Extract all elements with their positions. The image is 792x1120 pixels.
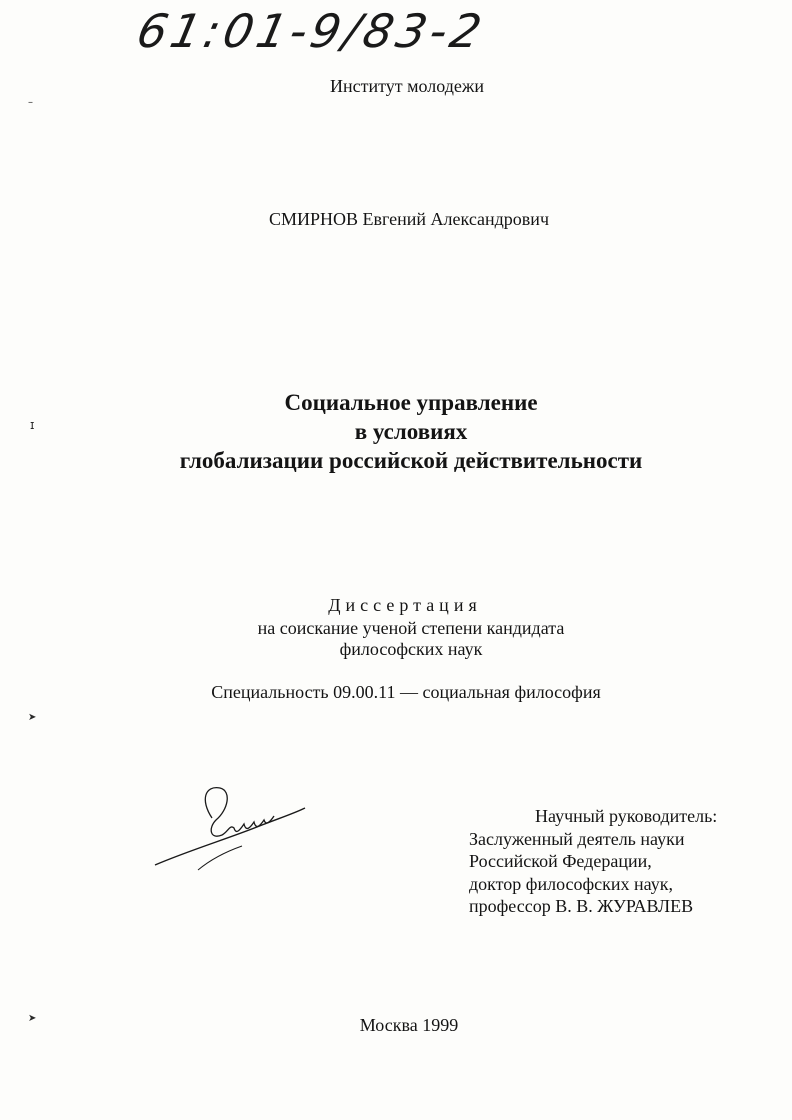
- scientific-advisor: [469, 805, 717, 918]
- advisor-line: Российской Федерации,: [469, 851, 652, 871]
- title-line: глобализации российской действительности: [179, 448, 643, 473]
- scan-mark: ➤: [28, 1013, 37, 1024]
- scan-mark: ➤: [28, 712, 37, 723]
- advisor-line: профессор В. В. ЖУРАВЛЕВ: [469, 896, 694, 916]
- scan-mark: –: [28, 97, 33, 108]
- advisor-heading: Научный руководитель:: [535, 806, 718, 826]
- specialty: Специальность 09.00.11 — социальная философия: [211, 682, 601, 702]
- scan-mark: ɪ: [30, 418, 35, 432]
- dissertation-title: [0, 388, 792, 475]
- handwritten-archive-code: 61:01-9/83-2: [132, 4, 491, 58]
- city-year: Москва 1999: [359, 1015, 459, 1035]
- advisor-line: доктор философских наук,: [469, 873, 673, 894]
- title-line: Социальное управление: [284, 390, 538, 415]
- author-name: СМИРНОВ Евгений Александрович: [269, 209, 549, 229]
- degree-description: [0, 618, 792, 660]
- title-line: в условиях: [354, 419, 468, 444]
- degree-line: философских наук: [339, 639, 483, 659]
- signature-image: [150, 780, 310, 880]
- advisor-line: Заслуженный деятель науки: [469, 828, 685, 849]
- institute-name: Институт молодежи: [330, 76, 484, 96]
- dissertation-heading: Диссертация: [328, 595, 482, 615]
- degree-line: на соискание ученой степени кандидата: [257, 618, 565, 638]
